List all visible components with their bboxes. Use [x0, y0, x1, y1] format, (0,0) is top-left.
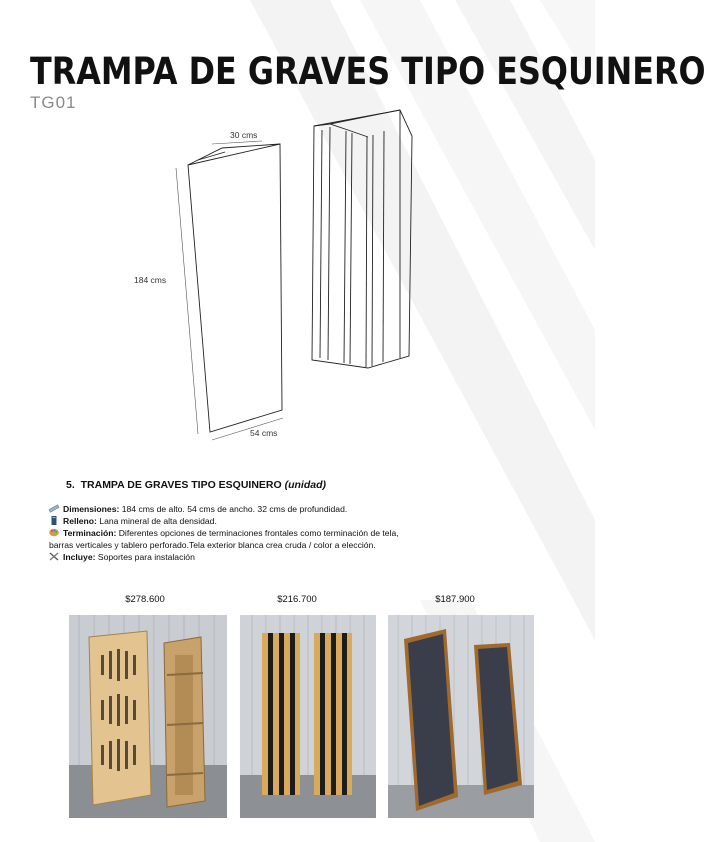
price-perforated: $278.600 [125, 594, 165, 605]
bass-trap-front-drawing [188, 144, 282, 432]
bass-trap-open-drawing [312, 110, 412, 368]
spec-includes: Incluye: Soportes para instalación [49, 551, 569, 563]
palette-icon [49, 528, 59, 537]
width-dimension-label: 30 cms [230, 130, 258, 140]
spec-finish-continued: barras verticales y tablero perforado.Tela exterior blanca crea cruda / color a elección. [49, 540, 376, 550]
product-code: TG01 [30, 93, 77, 112]
technical-diagram [0, 110, 595, 450]
specs-list [49, 503, 569, 563]
spec-dimensions: Dimensiones: 184 cms de alto. 54 cms de ancho. 32 cms de profundidad. [49, 503, 569, 515]
ruler-icon [49, 504, 59, 513]
section-name: TRAMPA DE GRAVES TIPO ESQUINERO [80, 479, 282, 491]
price-bars: $216.700 [277, 594, 317, 605]
product-photo-bars [240, 615, 376, 818]
section-number: 5. [66, 479, 75, 491]
dimension-lines [176, 141, 283, 440]
tools-icon [49, 552, 59, 561]
product-photo-fabric [388, 615, 534, 818]
product-photo-perforated [69, 615, 227, 818]
height-dimension-label: 184 cms [134, 275, 167, 285]
section-heading [66, 479, 326, 491]
spec-finish: Terminación: Diferentes opciones de terminaciones frontales como terminación de tela, [49, 527, 569, 539]
price-fabric: $187.900 [435, 594, 475, 605]
spec-fill: Relleno: Lana mineral de alta densidad. [49, 515, 569, 527]
book-icon [49, 516, 59, 525]
section-unit: (unidad) [284, 479, 327, 491]
page-title: TRAMPA DE GRAVES TIPO ESQUINERO [30, 50, 706, 93]
depth-dimension-label: 54 cms [250, 428, 278, 438]
